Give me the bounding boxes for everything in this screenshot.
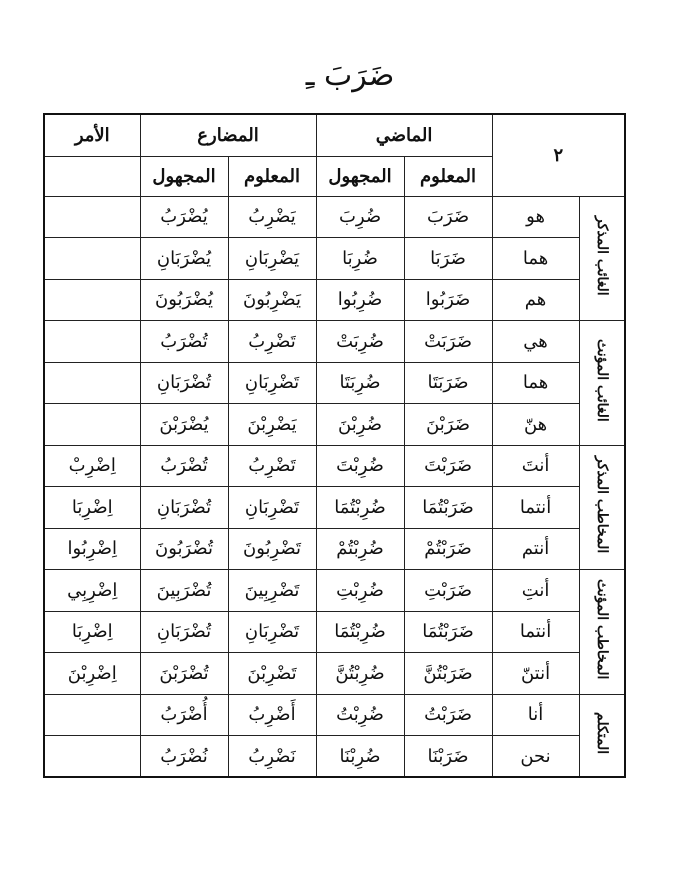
amr-cell [44, 279, 140, 321]
mudari-majhool-cell: تُضْرَبُونَ [140, 528, 228, 570]
header-amr: الأمر [44, 114, 140, 156]
group-label: المخاطب المؤنث [593, 579, 610, 680]
amr-cell [44, 404, 140, 446]
group-label-cell [579, 694, 625, 777]
table-row [44, 238, 625, 280]
amr-cell: اِضْرِبَا [44, 487, 140, 529]
mudari-maloom-cell: يَضْرِبُونَ [228, 279, 316, 321]
amr-cell [44, 321, 140, 363]
mudari-majhool-cell: تُضْرَبَانِ [140, 362, 228, 404]
mudari-majhool-cell: تُضْرَبُ [140, 445, 228, 487]
madi-maloom-cell: ضَرَبَا [404, 238, 492, 280]
group-label: الغائب المذكر [593, 215, 610, 296]
madi-majhool-cell: ضُرِبْتُمَا [316, 487, 404, 529]
mudari-maloom-cell: تَضْرِبَانِ [228, 611, 316, 653]
madi-maloom-cell: ضَرَبْتُمَا [404, 611, 492, 653]
madi-majhool-cell: ضُرِبْنَا [316, 736, 404, 778]
group-label: المخاطب المذكر [593, 456, 610, 554]
mudari-majhool-cell: يُضْرَبْنَ [140, 404, 228, 446]
mudari-maloom-cell: يَضْرِبُ [228, 196, 316, 238]
mudari-maloom-cell: تَضْرِبِينَ [228, 570, 316, 612]
amr-cell [44, 196, 140, 238]
amr-cell: اِضْرِبِي [44, 570, 140, 612]
pronoun-cell: هما [492, 238, 579, 280]
mudari-majhool-cell: تُضْرَبَانِ [140, 487, 228, 529]
header-madi: الماضي [316, 114, 492, 156]
header-mudari-maloom: المعلوم [228, 156, 316, 196]
header-madi-maloom: المعلوم [404, 156, 492, 196]
amr-cell [44, 736, 140, 778]
madi-majhool-cell: ضُرِبْتُمَا [316, 611, 404, 653]
madi-maloom-cell: ضَرَبْنَا [404, 736, 492, 778]
mudari-majhool-cell: يُضْرَبَانِ [140, 238, 228, 280]
madi-majhool-cell: ضُرِبْتُمْ [316, 528, 404, 570]
group-label: المتكلم [593, 711, 610, 754]
mudari-maloom-cell: تَضْرِبَانِ [228, 362, 316, 404]
mudari-maloom-cell: أَضْرِبُ [228, 694, 316, 736]
madi-maloom-cell: ضَرَبَتْ [404, 321, 492, 363]
madi-majhool-cell: ضُرِبْتِ [316, 570, 404, 612]
table-row [44, 487, 625, 529]
pronoun-cell: أنا [492, 694, 579, 736]
mudari-majhool-cell: يُضْرَبُونَ [140, 279, 228, 321]
pronoun-cell: هم [492, 279, 579, 321]
pronoun-cell: أنتنّ [492, 653, 579, 695]
madi-majhool-cell: ضُرِبْتُ [316, 694, 404, 736]
pronoun-cell: أنتَ [492, 445, 579, 487]
mudari-maloom-cell: تَضْرِبُ [228, 321, 316, 363]
mudari-majhool-cell: أُضْرَبُ [140, 694, 228, 736]
group-label-cell [579, 570, 625, 695]
madi-majhool-cell: ضُرِبُوا [316, 279, 404, 321]
table-row [44, 736, 625, 778]
madi-majhool-cell: ضُرِبْتَ [316, 445, 404, 487]
mudari-maloom-cell: يَضْرِبْنَ [228, 404, 316, 446]
mudari-maloom-cell: تَضْرِبُ [228, 445, 316, 487]
madi-maloom-cell: ضَرَبْتُمْ [404, 528, 492, 570]
pronoun-cell: هي [492, 321, 579, 363]
amr-cell: اِضْرِبَا [44, 611, 140, 653]
madi-maloom-cell: ضَرَبْتِ [404, 570, 492, 612]
mudari-majhool-cell: تُضْرَبِينَ [140, 570, 228, 612]
amr-cell: اِضْرِبُوا [44, 528, 140, 570]
pronoun-cell: أنتم [492, 528, 579, 570]
madi-maloom-cell: ضَرَبْتُمَا [404, 487, 492, 529]
page-title: ضَرَبَ ـِ [305, 58, 395, 93]
mudari-majhool-cell: تُضْرَبَانِ [140, 611, 228, 653]
group-label-cell [579, 196, 625, 321]
mudari-majhool-cell: تُضْرَبْنَ [140, 653, 228, 695]
madi-majhool-cell: ضُرِبَتْ [316, 321, 404, 363]
pronoun-cell: هو [492, 196, 579, 238]
amr-cell [44, 238, 140, 280]
table-row [44, 362, 625, 404]
madi-majhool-cell: ضُرِبَ [316, 196, 404, 238]
madi-majhool-cell: ضُرِبْنَ [316, 404, 404, 446]
conjugation-table [43, 113, 626, 778]
pronoun-cell: أنتما [492, 487, 579, 529]
table-row [44, 445, 625, 487]
mudari-maloom-cell: تَضْرِبُونَ [228, 528, 316, 570]
madi-maloom-cell: ضَرَبْتُ [404, 694, 492, 736]
pronoun-cell: هنّ [492, 404, 579, 446]
madi-maloom-cell: ضَرَبْتُنَّ [404, 653, 492, 695]
group-label: الغائب المؤنث [593, 338, 610, 422]
table-row [44, 611, 625, 653]
mudari-maloom-cell: يَضْرِبَانِ [228, 238, 316, 280]
table-number: ٢ [492, 114, 625, 196]
mudari-majhool-cell: نُضْرَبُ [140, 736, 228, 778]
table-row [44, 570, 625, 612]
pronoun-cell: هما [492, 362, 579, 404]
mudari-majhool-cell: يُضْرَبُ [140, 196, 228, 238]
madi-maloom-cell: ضَرَبُوا [404, 279, 492, 321]
mudari-maloom-cell: تَضْرِبَانِ [228, 487, 316, 529]
header-mudari-majhool: المجهول [140, 156, 228, 196]
madi-maloom-cell: ضَرَبْتَ [404, 445, 492, 487]
table-row [44, 196, 625, 238]
table-row [44, 653, 625, 695]
table-row [44, 404, 625, 446]
madi-majhool-cell: ضُرِبَا [316, 238, 404, 280]
pronoun-cell: أنتِ [492, 570, 579, 612]
header-amr-empty [44, 156, 140, 196]
group-label-cell [579, 321, 625, 446]
amr-cell: اِضْرِبْنَ [44, 653, 140, 695]
amr-cell [44, 694, 140, 736]
mudari-maloom-cell: تَضْرِبْنَ [228, 653, 316, 695]
madi-majhool-cell: ضُرِبَتَا [316, 362, 404, 404]
table-row [44, 279, 625, 321]
header-madi-majhool: المجهول [316, 156, 404, 196]
madi-maloom-cell: ضَرَبَتَا [404, 362, 492, 404]
table-row [44, 528, 625, 570]
group-label-cell [579, 445, 625, 570]
amr-cell [44, 362, 140, 404]
pronoun-cell: نحن [492, 736, 579, 778]
header-row-main [44, 114, 625, 156]
table-body [44, 114, 625, 777]
table-row [44, 694, 625, 736]
pronoun-cell: أنتما [492, 611, 579, 653]
amr-cell: اِضْرِبْ [44, 445, 140, 487]
madi-maloom-cell: ضَرَبَ [404, 196, 492, 238]
madi-maloom-cell: ضَرَبْنَ [404, 404, 492, 446]
header-mudari: المضارع [140, 114, 316, 156]
madi-majhool-cell: ضُرِبْتُنَّ [316, 653, 404, 695]
mudari-majhool-cell: تُضْرَبُ [140, 321, 228, 363]
mudari-maloom-cell: نَضْرِبُ [228, 736, 316, 778]
table-row [44, 321, 625, 363]
